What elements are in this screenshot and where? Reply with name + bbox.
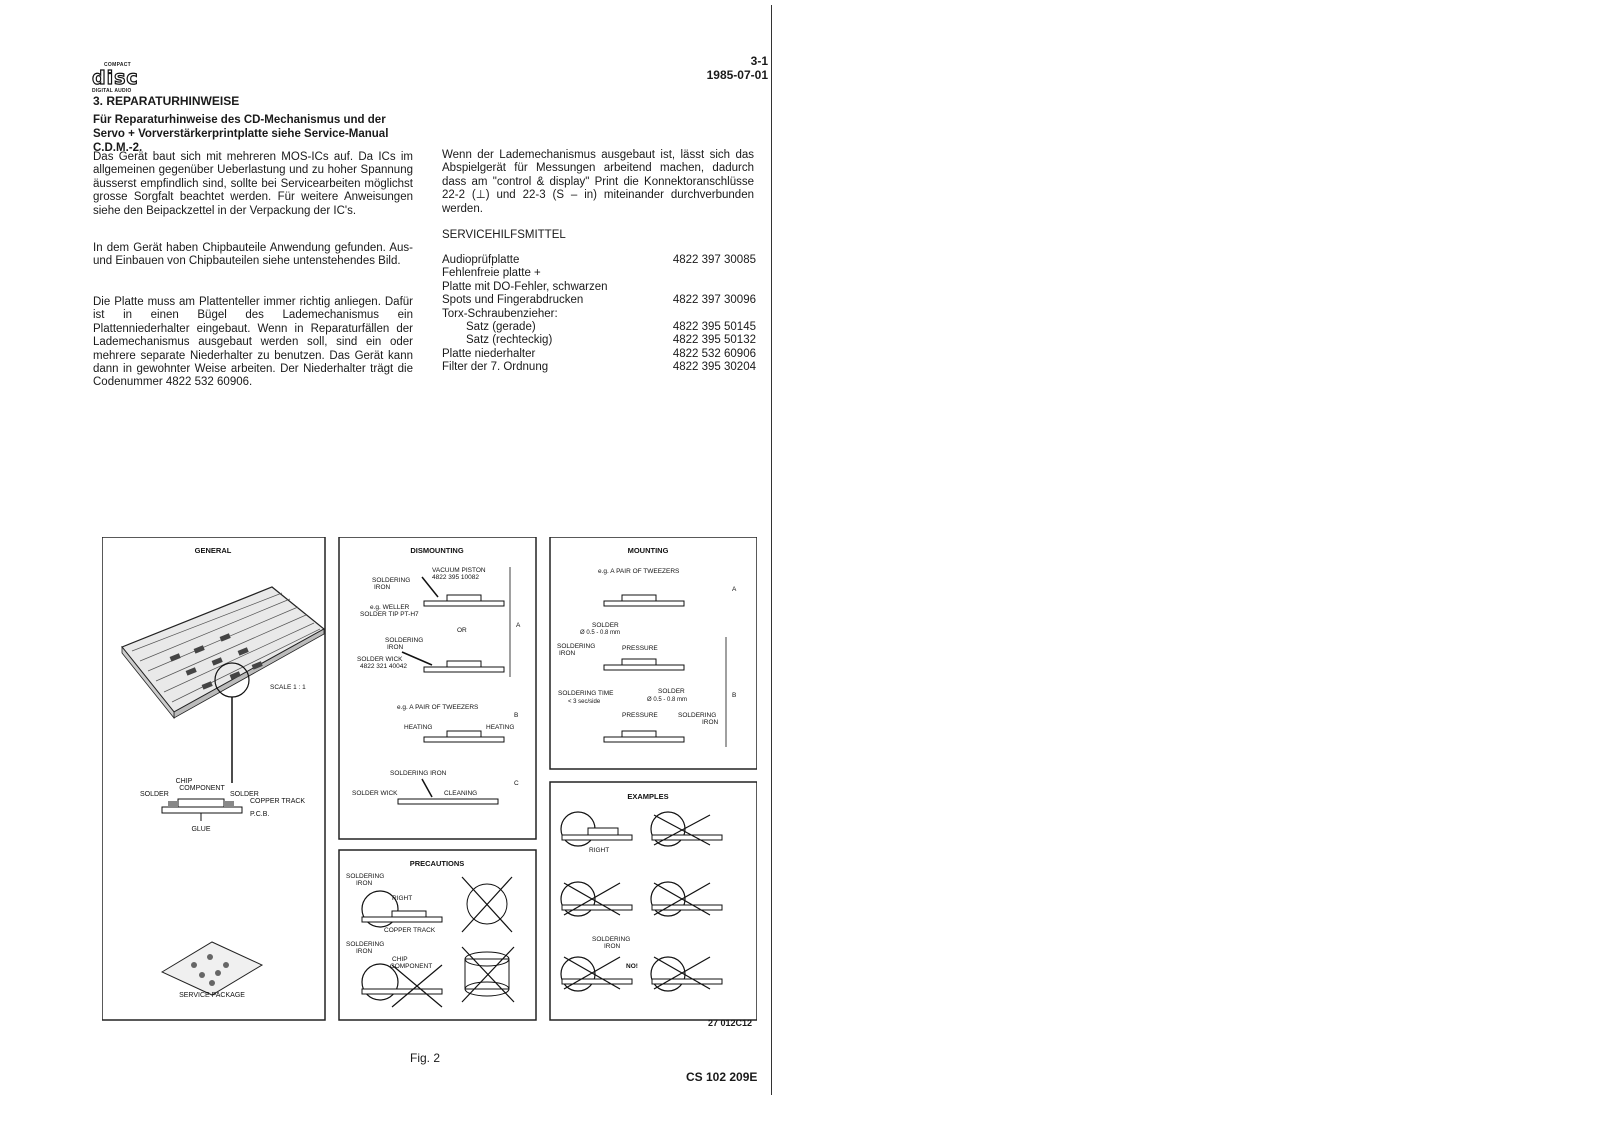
- paragraph-loading-mechanism: Wenn der Lademechanismus ausgebaut ist, lässt sich das Abspielgerät für Messungen arbeitend machen, dadurch dass am "control & display" Print die Konnektoranschlüsse 22-2 (⊥) und 22-3 (S – in) miteinander durchverbunden werden.: [442, 149, 754, 215]
- scale-label: SCALE 1 : 1: [270, 684, 306, 691]
- tool-code: 4822 532 60906: [672, 347, 756, 360]
- or-label: OR: [457, 627, 467, 634]
- page-edge-rule: [771, 5, 772, 1095]
- solder-wick-label: SOLDER WICK: [357, 656, 403, 663]
- tool-code: 4822 395 50132: [672, 334, 756, 347]
- compact-disc-logo: [92, 62, 142, 92]
- vacuum-piston-label: VACUUM PISTON: [432, 567, 486, 574]
- step-c-mark: C: [514, 780, 519, 787]
- solder-label-2: SOLDER: [658, 688, 685, 695]
- panel-title-mounting: MOUNTING: [627, 546, 669, 555]
- tool-code: 4822 395 30204: [672, 361, 756, 374]
- iron-label: IRON: [559, 650, 576, 657]
- logo-disc-word: disc: [92, 67, 139, 89]
- panel-mounting: [550, 537, 757, 769]
- soldering-time-value: < 3 sec/side: [568, 699, 601, 705]
- panel-general: [102, 537, 325, 1020]
- step-a-mark: A: [516, 622, 521, 629]
- tool-label: Fehlenfreie platte +: [442, 267, 541, 280]
- iron-label-2: IRON: [702, 719, 719, 726]
- panel-precautions: [339, 850, 536, 1020]
- panel-title-examples: EXAMPLES: [627, 792, 669, 801]
- soldering-iron-label: SOLDERING IRON: [390, 770, 447, 777]
- tool-row: [442, 308, 756, 321]
- service-package-label: SERVICE PACKAGE: [179, 992, 245, 999]
- iron-label: IRON: [604, 943, 621, 950]
- pressure-label-2: PRESSURE: [622, 712, 658, 719]
- solder-tip-label: SOLDER TIP PT-H7: [360, 611, 419, 618]
- heating-left-label: HEATING: [404, 724, 433, 731]
- panel-dismounting: [339, 537, 536, 839]
- tool-label: Satz (gerade): [466, 321, 536, 334]
- iron-label: IRON: [374, 584, 391, 591]
- tweezers-label: e.g. A PAIR OF TWEEZERS: [598, 568, 680, 575]
- paragraph-chip-components: In dem Gerät haben Chipbauteile Anwendung gefunden. Aus- und Einbauen von Chipbauteilen siehe untenstehendes Bild.: [93, 242, 413, 268]
- panel-title-general: GENERAL: [194, 546, 232, 555]
- service-package-drawing: [162, 942, 262, 995]
- panel-examples: [550, 782, 757, 1020]
- cleaning-label: CLEANING: [444, 790, 478, 797]
- tool-label: Audioprüfplatte: [442, 254, 520, 266]
- solder-size-label: Ø 0.5 - 0.8 mm: [580, 630, 621, 636]
- page-number: 3-1: [750, 54, 768, 68]
- soldering-label: SOLDERING: [346, 873, 385, 880]
- panel-title-precautions: PRECAUTIONS: [409, 859, 465, 868]
- tool-code: 4822 397 30085: [672, 254, 756, 266]
- tool-row: [442, 361, 756, 374]
- right-label: RIGHT: [589, 847, 610, 854]
- tool-row: [442, 267, 756, 280]
- service-tools-list: [442, 254, 756, 375]
- solder-label: SOLDER: [592, 622, 619, 629]
- component-label: COMPONENT: [390, 963, 433, 970]
- soldering-label: SOLDERING: [592, 936, 631, 943]
- vacuum-piston-code: 4822 395 10082: [432, 574, 479, 581]
- step-a-mark: A: [732, 586, 737, 593]
- tool-row: [442, 254, 756, 267]
- tool-row: [442, 321, 756, 334]
- solder-left-label: SOLDER: [140, 791, 169, 798]
- step-b-mark: B: [732, 692, 737, 699]
- soldering-label: SOLDERING: [557, 643, 596, 650]
- panel-title-dismounting: DISMOUNTING: [410, 546, 464, 555]
- tool-label: Platte niederhalter: [442, 347, 536, 360]
- soldering-label: SOLDERING: [372, 577, 411, 584]
- tool-row: [442, 334, 756, 347]
- pressure-label: PRESSURE: [622, 645, 658, 652]
- weller-label: e.g. WELLER: [370, 604, 410, 611]
- iron-label-2: IRON: [356, 948, 373, 955]
- chip-label: CHIP: [392, 956, 408, 963]
- chip-label: CHIP: [175, 778, 193, 785]
- paragraph-mos-ics: Das Gerät baut sich mit mehreren MOS-ICs auf. Da ICs im allgemeinen gegenüber Ueberlastung und zu hoher Spannung äusserst empfindlich sind, sollte bei Servicearbeiten möglichst grosse Sorgfalt beachtet werden. Für weitere Anweisungen siehe den Beipackzettel in der Verpackung der IC's.: [93, 151, 413, 217]
- right-label: RIGHT: [392, 895, 413, 902]
- tool-row: [442, 281, 756, 294]
- solder-wick-label-2: SOLDER WICK: [352, 790, 398, 797]
- document-code: CS 102 209E: [686, 1070, 758, 1084]
- tool-row: [442, 294, 756, 307]
- solder-right-label: SOLDER: [230, 791, 259, 798]
- copper-track-label: COPPER TRACK: [250, 798, 306, 805]
- tool-label: Spots und Fingerabdrucken: [442, 294, 584, 307]
- pcb-label: P.C.B.: [250, 811, 270, 818]
- solder-size-label-2: Ø 0.5 - 0.8 mm: [647, 697, 688, 703]
- heating-right-label: HEATING: [486, 724, 515, 731]
- tweezers-label: e.g. A PAIR OF TWEEZERS: [397, 704, 479, 711]
- tool-row: [442, 348, 756, 361]
- soldering-time-label: SOLDERING TIME: [558, 690, 614, 697]
- section-intro: Für Reparaturhinweise des CD-Mechanismus und der Servo + Vorverstärkerprintplatte siehe Service-Manual C.D.M.-2.: [93, 114, 389, 154]
- glue-label: GLUE: [191, 826, 211, 833]
- no-label: NO!: [626, 963, 638, 970]
- solder-wick-code: 4822 321 40042: [360, 663, 407, 670]
- logo-top-text: COMPACT: [104, 62, 132, 68]
- figure-label: Fig. 2: [410, 1051, 441, 1065]
- figure-code: 27 012C12: [708, 1018, 753, 1028]
- tool-label: Satz (rechteckig): [466, 334, 553, 347]
- page-date: 1985-07-01: [706, 68, 768, 82]
- iron-label-2: IRON: [387, 644, 404, 651]
- section-heading: 3. REPARATURHINWEISE: [93, 94, 240, 108]
- figure-svg: [102, 537, 757, 1022]
- tool-label: Platte mit DO-Fehler, schwarzen: [442, 280, 608, 293]
- tool-code: 4822 395 50145: [672, 321, 756, 334]
- figure-chip-soldering: [102, 537, 757, 1022]
- soldering-label-2: SOLDERING: [678, 712, 717, 719]
- copper-track-label: COPPER TRACK: [384, 927, 436, 934]
- tool-code: 4822 397 30096: [672, 294, 756, 307]
- soldering-label-2: SOLDERING: [385, 637, 424, 644]
- iron-label: IRON: [356, 880, 373, 887]
- soldering-label-2: SOLDERING: [346, 941, 385, 948]
- logo-bottom-text: DIGITAL AUDIO: [92, 88, 132, 94]
- tool-label: Torx-Schraubenzieher:: [442, 307, 558, 320]
- paragraph-disc-clamp: Die Platte muss am Plattenteller immer richtig anliegen. Dafür ist in einen Bügel des Lademechanismus ein Plattenniederhalter eingebaut. Wenn in Reparaturfällen der Lademechanismus ausgebaut werden soll, sind ein oder mehrere separate Niederhalter zu benutzen. Das Gerät kann dann in gewohnter Weise arbeiten. Der Niederhalter trägt die Codenummer 4822 532 60906.: [93, 296, 413, 389]
- step-b-mark: B: [514, 712, 519, 719]
- chip-cross-section: [140, 778, 305, 833]
- service-tools-title: SERVICEHILFSMITTEL: [442, 229, 566, 241]
- component-label: COMPONENT: [179, 785, 225, 792]
- tool-label: Filter der 7. Ordnung: [442, 361, 549, 374]
